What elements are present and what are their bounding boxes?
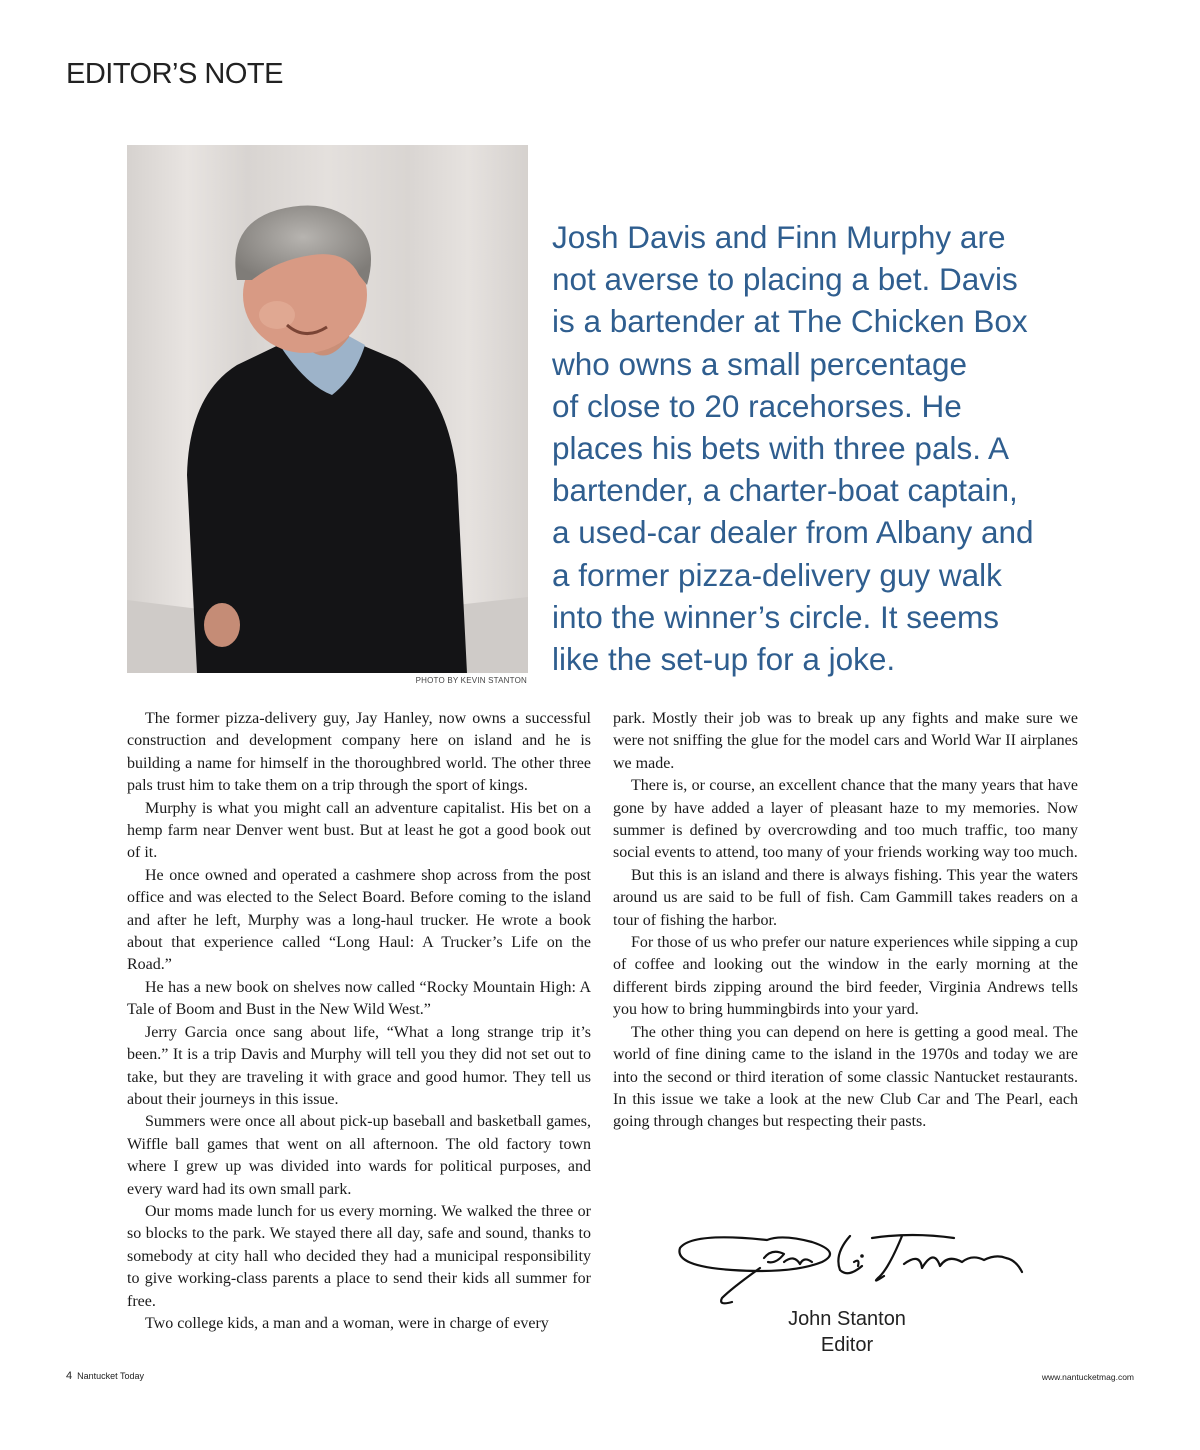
publication-name: Nantucket Today	[77, 1371, 145, 1381]
article-column-right	[613, 708, 1078, 1134]
article-paragraph: The other thing you can depend on here is getting a good meal. The world of fine dining came to the island in the 1970s and today we are into the second or third iteration of some classic Nantucket restaurants. In this issue we take a look at the new Club Car and The Pearl, each going through changes but respecting their pasts.	[613, 1023, 1078, 1131]
article-paragraph: Our moms made lunch for us every morning. We walked the three or so blocks to the park. We stayed there all day, safe and sound, thanks to somebody at city hall who decided they had a municipal responsibility to give working-class parents a place to send their kids all summer for free.	[127, 1202, 591, 1310]
signoff-name: John Stanton	[788, 1308, 906, 1330]
pull-quote-line: who owns a small percentage	[552, 345, 967, 382]
signoff-role: Editor	[820, 1334, 874, 1356]
article-paragraph: For those of us who prefer our nature experiences while sipping a cup of coffee and looking out the window in the early morning at the different birds zipping around the bird feeder, Virginia Andrews tells you how to bring hummingbirds into your yard.	[613, 934, 1078, 1019]
article-paragraph: He has a new book on shelves now called “Rocky Mountain High: A Tale of Boom and Bust in the New Wild West.”	[127, 978, 591, 1019]
article-paragraph: Jerry Garcia once sang about life, “What a long strange trip it’s been.” It is a trip Davis and Murphy will tell you they did not set out to take, but they are traveling it with grace and good humor. They tell us about their journeys in this issue.	[127, 1023, 591, 1108]
pull-quote-line: not averse to placing a bet. Davis	[552, 261, 1018, 298]
article-paragraph: There is, or course, an excellent chance that the many years that have gone by have added a layer of pleasant haze to my memories. Now summer is defined by overcrowding and too much traffic, too many social events to attend, too many of your friends working way too much.	[613, 777, 1078, 862]
editor-portrait-image	[127, 145, 528, 673]
article-paragraph-continuation: park. Mostly their job was to break up any fights and make sure we were not sniffing the glue for the model cars and World War II airplanes we made.	[613, 710, 1078, 772]
article-paragraph: Murphy is what you might call an adventure capitalist. His bet on a hemp farm near Denver went bust. But at least he got a good book out of it.	[127, 799, 591, 862]
section-title: EDITOR’S NOTE	[66, 58, 283, 90]
article-paragraph: He once owned and operated a cashmere shop across from the post office and was elected to the Select Board. Before coming to the island and after he left, Murphy was a long-haul trucker. He wrote a book about that experience called “Long Haul: A Trucker’s Life on the Road.”	[127, 866, 591, 974]
pull-quote-line: is a bartender at The Chicken Box	[552, 303, 1028, 340]
page-number: 4	[66, 1370, 73, 1382]
photo-credit: PHOTO BY KEVIN STANTON	[415, 676, 527, 685]
pull-quote-line: a used-car dealer from Albany and	[552, 514, 1034, 551]
pull-quote-line: into the winner’s circle. It seems	[552, 598, 1000, 635]
pull-quote-line: bartender, a charter-boat captain,	[552, 472, 1018, 509]
pull-quote-line: places his bets with three pals. A	[552, 430, 1009, 467]
footer-publication	[66, 1370, 144, 1382]
article-paragraph: The former pizza-delivery guy, Jay Hanley, now owns a successful construction and development company here on island and he is building a name for himself in the thoroughbred world. The other three pals trust him to take them on a trip through the sport of kings.	[127, 710, 591, 795]
pull-quote-line: like the set-up for a joke.	[552, 641, 896, 678]
editor-photo	[127, 145, 528, 673]
pull-quote	[552, 216, 1062, 680]
pull-quote-line: a former pizza-delivery guy walk	[552, 556, 1002, 593]
footer-website: www.nantucketmag.com	[1041, 1372, 1134, 1382]
article-paragraph: Two college kids, a man and a woman, were in charge of every	[145, 1314, 549, 1332]
pull-quote-line: Josh Davis and Finn Murphy are	[552, 219, 1006, 255]
pull-quote-line: of close to 20 racehorses. He	[552, 387, 962, 424]
article-paragraph: Summers were once all about pick-up baseball and basketball games, Wiffle ball games that went on all afternoon. The old factory town where I grew up was divided into wards for political purposes, and every ward had its own small park.	[127, 1113, 591, 1198]
article-paragraph: But this is an island and there is always fishing. This year the waters around us are said to be full of fish. Cam Gammill takes readers on a tour of fishing the harbor.	[613, 866, 1078, 929]
article-column-left	[127, 708, 591, 1335]
editor-signature	[672, 1218, 1032, 1310]
